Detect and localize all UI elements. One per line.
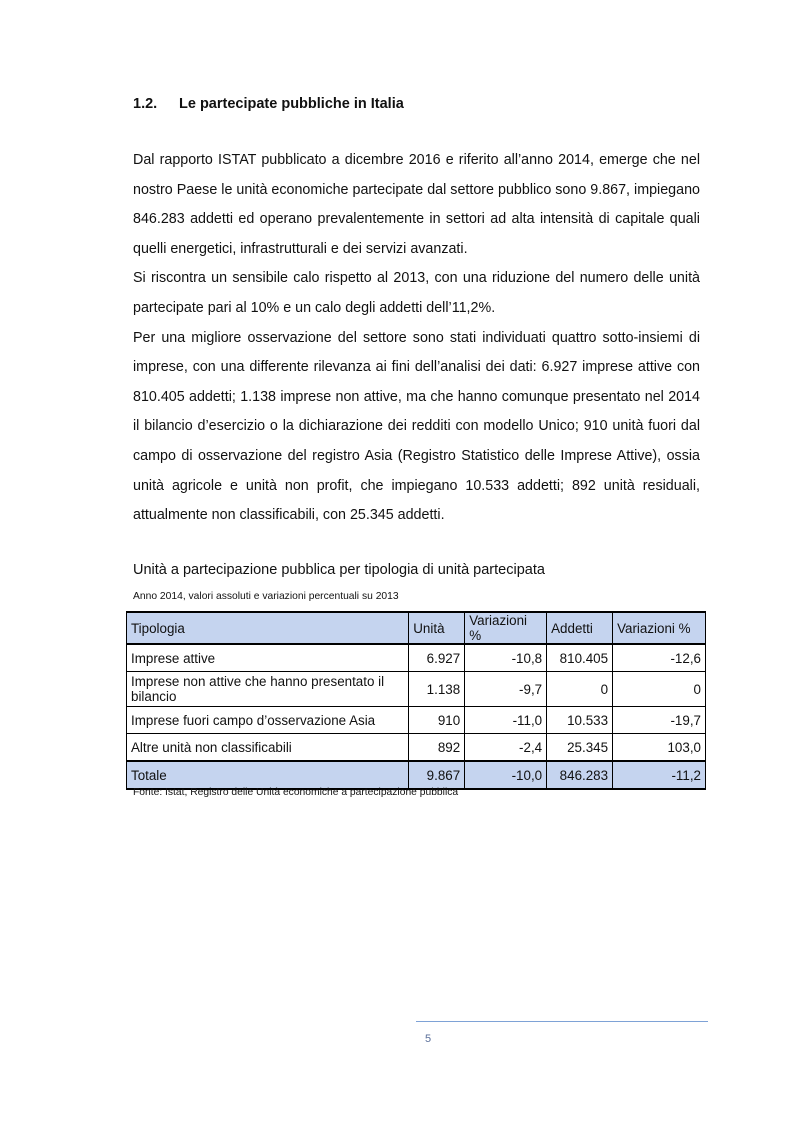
row-unita: 6.927 xyxy=(409,644,465,672)
total-unita: 9.867 xyxy=(409,761,465,789)
header-tipologia: Tipologia xyxy=(127,612,409,644)
data-table xyxy=(126,611,706,790)
row-label: Imprese attive xyxy=(127,644,409,672)
row-label: Imprese fuori campo d’osservazione Asia xyxy=(127,707,409,734)
paragraph-3: Per una migliore osservazione del settore sono stati individuati quattro sotto-insiemi di imprese, con una differente rilevanza ai fini dell’analisi dei dati: 6.927 imprese attive con 810.405 addetti; 1.138 imprese non attive, ma che hanno comunque presentato nel 2014 il bilancio d’esercizio o la dichiarazione dei redditi con modello Unico; 910 unità fuori dal campo di osservazione del registro Asia (Registro Statistico delle Imprese Attive), ossia unità agricole e unità non profit, che impiegano 10.533 addetti; 892 unità residuali, attualmente non classificabili, con 25.345 addetti. xyxy=(133,329,700,524)
header-addetti: Addetti xyxy=(547,612,613,644)
header-variazioni-addetti: Variazioni % xyxy=(613,612,706,644)
row-addetti: 810.405 xyxy=(547,644,613,672)
total-variazioni-unita: -10,0 xyxy=(465,761,547,789)
row-variazioni-unita: -9,7 xyxy=(465,672,547,707)
table-row xyxy=(127,644,706,672)
row-unita: 892 xyxy=(409,734,465,762)
table-title: Unità a partecipazione pubblica per tipologia di unità partecipata xyxy=(133,562,545,578)
total-label: Totale xyxy=(127,761,409,789)
table-subtitle: Anno 2014, valori assoluti e variazioni percentuali su 2013 xyxy=(133,591,399,602)
table-row xyxy=(127,734,706,762)
row-label: Altre unità non classificabili xyxy=(127,734,409,762)
row-variazioni-addetti: -12,6 xyxy=(613,644,706,672)
paragraph-2: Si riscontra un sensibile calo rispetto al 2013, con una riduzione del numero delle unità partecipate pari al 10% e un calo degli addetti dell’11,2%. xyxy=(133,270,700,316)
table-row xyxy=(127,707,706,734)
row-unita: 910 xyxy=(409,707,465,734)
total-variazioni-addetti: -11,2 xyxy=(613,761,706,789)
header-unita: Unità xyxy=(409,612,465,644)
footer-divider xyxy=(416,1021,708,1022)
row-variazioni-unita: -2,4 xyxy=(465,734,547,762)
row-label: Imprese non attive che hanno presentato il bilancio xyxy=(127,672,409,707)
section-number: 1.2. xyxy=(133,96,158,112)
row-variazioni-unita: -11,0 xyxy=(465,707,547,734)
body-text xyxy=(133,146,700,531)
row-variazioni-addetti: 103,0 xyxy=(613,734,706,762)
row-unita: 1.138 xyxy=(409,672,465,707)
table-source: Fonte: Istat, Registro delle Unità economiche a partecipazione pubblica xyxy=(133,787,459,798)
paragraph-1: Dal rapporto ISTAT pubblicato a dicembre 2016 e riferito all’anno 2014, emerge che nel nostro Paese le unità economiche partecipate dal settore pubblico sono 9.867, impiegano 846.283 addetti ed operano prevalentemente in settori ad alta intensità di capitale quali quelli energetici, infrastrutturali e dei servizi avanzati. xyxy=(133,152,700,257)
table-total-row xyxy=(127,761,706,789)
page-number: 5 xyxy=(424,1033,432,1045)
row-addetti: 0 xyxy=(547,672,613,707)
row-variazioni-unita: -10,8 xyxy=(465,644,547,672)
row-variazioni-addetti: 0 xyxy=(613,672,706,707)
table-header-row xyxy=(127,612,706,644)
table-row xyxy=(127,672,706,707)
total-addetti: 846.283 xyxy=(547,761,613,789)
row-variazioni-addetti: -19,7 xyxy=(613,707,706,734)
section-heading xyxy=(133,96,404,112)
section-title: Le partecipate pubbliche in Italia xyxy=(179,96,404,112)
row-addetti: 10.533 xyxy=(547,707,613,734)
row-addetti: 25.345 xyxy=(547,734,613,762)
header-variazioni-unita: Variazioni % xyxy=(465,612,547,644)
